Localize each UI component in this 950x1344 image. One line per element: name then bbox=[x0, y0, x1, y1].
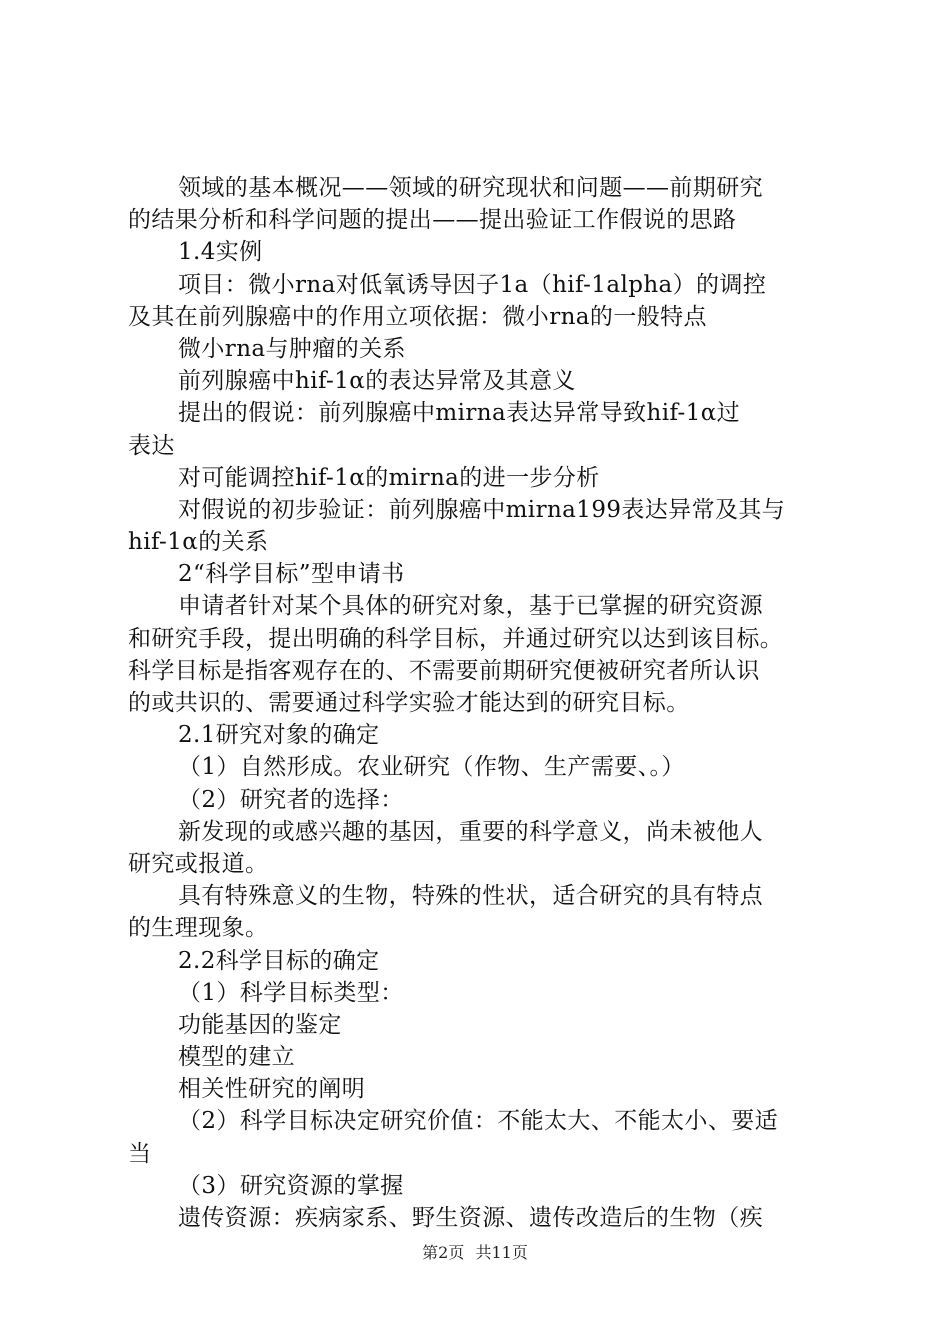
text-line: 研究或报道。 bbox=[128, 850, 269, 877]
text-line: 表达 bbox=[128, 432, 175, 459]
text-line: 前列腺癌中hif-1α的表达异常及其意义 bbox=[178, 368, 576, 395]
document-body bbox=[128, 172, 840, 1234]
text-line: 遗传资源：疾病家系、野生资源、遗传改造后的生物（疾 bbox=[178, 1205, 763, 1231]
text-line: 对假说的初步验证：前列腺癌中mirna199表达异常及其与 bbox=[178, 496, 786, 523]
text-line: 及其在前列腺癌中的作用立项依据：微小rna的一般特点 bbox=[128, 303, 707, 330]
text-line: 领域的基本概况——领域的研究现状和问题——前期研究 bbox=[178, 175, 763, 201]
text-line: 申请者针对某个具体的研究对象，基于已掌握的研究资源 bbox=[178, 593, 763, 620]
text-line: 项目：微小rna对低氧诱导因子1a（hif-1alpha）的调控 bbox=[178, 271, 767, 298]
text-line: （2）科学目标决定研究价值：不能太大、不能太小、要适 bbox=[178, 1108, 779, 1135]
text-line: 的结果分析和科学问题的提出——提出验证工作假说的思路 bbox=[128, 207, 737, 234]
page-total: 共11页 bbox=[475, 1243, 528, 1262]
text-line: 微小rna与肿瘤的关系 bbox=[178, 335, 406, 362]
text-line: 2.1研究对象的确定 bbox=[178, 722, 380, 749]
text-line: 的或共识的、需要通过科学实验才能达到的研究目标。 bbox=[128, 690, 690, 716]
page-footer bbox=[0, 1240, 950, 1263]
text-line: hif-1α的关系 bbox=[128, 529, 269, 556]
text-line: 相关性研究的阐明 bbox=[178, 1076, 366, 1103]
text-line: 1.4实例 bbox=[178, 239, 263, 266]
text-line: （1）科学目标类型： bbox=[178, 979, 404, 1006]
text-line: 的生理现象。 bbox=[128, 915, 269, 942]
text-line: 当 bbox=[128, 1140, 152, 1167]
text-line: 和研究手段，提出明确的科学目标，并通过研究以达到该目标。 bbox=[128, 625, 784, 652]
text-line: （3）研究资源的掌握 bbox=[178, 1172, 404, 1199]
text-line: 对可能调控hif-1α的mirna的进一步分析 bbox=[178, 464, 600, 491]
text-line: 新发现的或感兴趣的基因，重要的科学意义，尚未被他人 bbox=[178, 818, 763, 845]
text-line: 模型的建立 bbox=[178, 1044, 295, 1071]
text-line: 2“科学目标”型申请书 bbox=[178, 561, 405, 588]
text-line: 科学目标是指客观存在的、不需要前期研究便被研究者所认识 bbox=[128, 657, 760, 684]
text-line: 2.2科学目标的确定 bbox=[178, 947, 380, 974]
text-line: 提出的假说：前列腺癌中mirna表达异常导致hif-1α过 bbox=[178, 400, 741, 427]
text-line: （1）自然形成。农业研究（作物、生产需要、。） bbox=[178, 754, 685, 781]
page-number: 第2页 bbox=[422, 1243, 465, 1262]
text-line: （2）研究者的选择： bbox=[178, 786, 404, 813]
text-line: 功能基因的鉴定 bbox=[178, 1011, 342, 1038]
text-line: 具有特殊意义的生物，特殊的性状，适合研究的具有特点 bbox=[178, 883, 763, 910]
